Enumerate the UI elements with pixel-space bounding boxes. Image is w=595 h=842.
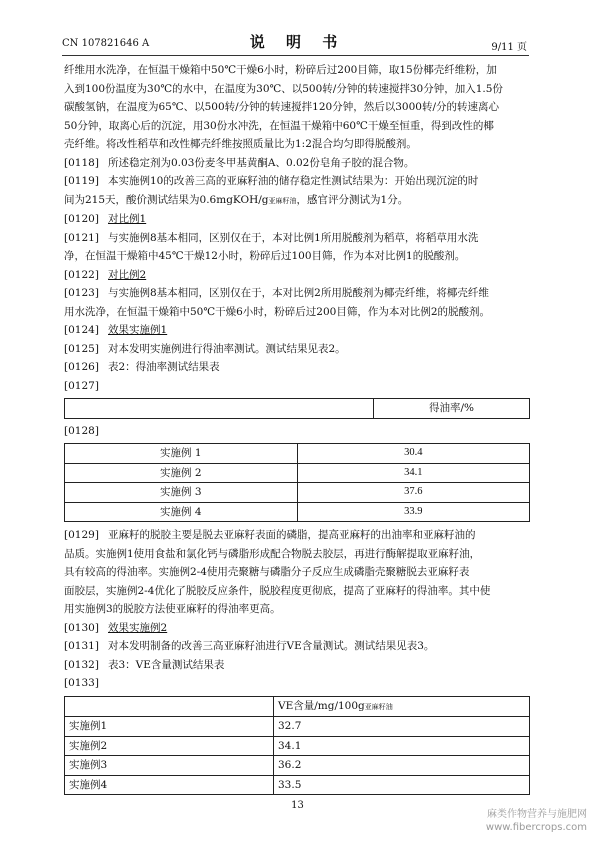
paragraph-text: 所述稳定剂为0.03份麦冬甲基黄酮A、0.02份皂角子胶的混合物。 — [108, 156, 415, 169]
paragraph-0118 — [64, 154, 530, 173]
paragraph-0133 — [64, 674, 530, 693]
subscript-label: 亚麻籽油 — [364, 702, 393, 711]
row-label: 实施例 1 — [65, 444, 298, 464]
paragraph-0129 — [64, 526, 530, 545]
paragraph-number: [0123] — [64, 287, 99, 299]
row-value: 32.7 — [274, 717, 530, 737]
table-cell-empty — [65, 696, 274, 717]
continued-text-line: 50分钟，取离心后的沉淀，用30份水冲洗，在恒温干燥箱中60℃干燥至恒重，得到改性的椰 — [64, 119, 494, 132]
table-header-cell: 得油率/% — [374, 399, 530, 419]
section-heading: 对比例2 — [108, 268, 147, 281]
row-value: 33.5 — [274, 775, 530, 795]
paragraph-number: [0120] — [64, 213, 99, 225]
section-heading: 效果实施例2 — [108, 621, 168, 634]
table-header-cell — [274, 696, 530, 717]
watermark-line: 麻类作物营养与施肥网 — [487, 809, 587, 820]
table-caption: 表3：VE含量测试结果表 — [108, 658, 225, 671]
row-label: 实施例3 — [65, 756, 274, 776]
paragraph-text-continued: 用水洗净，在恒温干燥箱中50℃干燥6小时，粉碎后过200目筛，作为本对比例2的脱酸剂。 — [64, 305, 491, 318]
paragraph-text-continued: 具有较高的得油率。实施例2-4使用壳聚糖与磷脂分子反应生成磷脂壳聚糖脱去亚麻籽表 — [64, 566, 470, 578]
row-value: 34.1 — [297, 463, 530, 483]
page-indicator: 9/11 页 — [491, 42, 527, 53]
paragraph-0119 — [64, 172, 530, 191]
watermark-url: www.fibercrops.com — [485, 822, 587, 833]
document-body — [64, 61, 530, 795]
paragraph-number: [0127] — [64, 379, 99, 392]
row-value: 33.9 — [297, 502, 530, 522]
paragraph-number: [0118] — [64, 156, 99, 169]
paragraph-number: [0124] — [64, 324, 99, 336]
paragraph-0128 — [64, 422, 530, 441]
header-rule — [62, 55, 529, 56]
table-row — [65, 736, 530, 756]
paragraph-0120 — [64, 210, 530, 229]
paragraph-0132 — [64, 656, 530, 675]
row-label: 实施例 3 — [65, 483, 298, 503]
table-row — [65, 756, 530, 776]
page-number: 13 — [291, 800, 304, 811]
paragraph-0121 — [64, 229, 530, 248]
continued-text-line: 入到100份温度为30℃的水中，在温度为30℃、以500转/分钟的转速搅拌30分钟，加入1.5份 — [64, 82, 503, 95]
header-text: VE含量/mg/100g — [278, 699, 365, 712]
paragraph-number: [0119] — [64, 175, 99, 187]
paragraph-0122 — [64, 266, 530, 285]
paragraph-number: [0129] — [64, 529, 99, 541]
table-oil-yield — [64, 443, 530, 522]
paragraph-0124 — [64, 321, 530, 340]
paragraph-text: 对本发明制备的改善三高亚麻籽油进行VE含量测试。测试结果见表3。 — [108, 640, 435, 652]
table-caption: 表2：得油率测试结果表 — [108, 361, 220, 373]
paragraph-number: [0133] — [64, 677, 99, 689]
table-ve-content — [64, 696, 530, 796]
paragraph-number: [0130] — [64, 621, 99, 634]
row-label: 实施例4 — [65, 775, 274, 795]
row-label: 实施例 4 — [65, 502, 298, 522]
paragraph-number: [0122] — [64, 268, 99, 281]
section-heading: 对比例1 — [108, 213, 147, 225]
table-row — [65, 775, 530, 795]
table-row — [65, 483, 530, 503]
table-row — [65, 502, 530, 522]
paragraph-0126 — [64, 358, 530, 377]
paragraph-text-continued: 净，在恒温干燥箱中45℃干燥12小时，粉碎后过100目筛，作为本对比例1的脱酸剂。 — [64, 250, 466, 262]
row-value: 30.4 — [297, 444, 530, 464]
paragraph-text-continued — [64, 191, 530, 211]
paragraph-text-continued: 品质。实施例1使用食盐和氯化钙与磷脂形成配合物脱去胶层，再进行酶解提取亚麻籽油， — [64, 547, 481, 560]
table-row — [65, 444, 530, 464]
table-row — [65, 696, 530, 717]
text-segment: 间为215天，酸价测试结果为0.6mgKOH/g — [64, 193, 269, 206]
row-value: 37.6 — [297, 483, 530, 503]
continued-text-line: 碳酸氢钠，在温度为65℃、以500转/分钟的转速搅拌120分钟，然后以3000转/分的转速离心 — [64, 101, 499, 113]
text-segment: ，感官评分测试为1分。 — [296, 193, 409, 206]
continued-text-line: 壳纤维。将改性稻草和改性椰壳纤维按照质量比为1:2混合均匀即得脱酸剂。 — [64, 138, 417, 150]
row-value: 36.2 — [274, 756, 530, 776]
table-row — [65, 463, 530, 483]
row-value: 34.1 — [274, 736, 530, 756]
paragraph-number: [0131] — [64, 640, 99, 652]
document-id: CN 107821646 A — [62, 38, 150, 49]
paragraph-number: [0125] — [64, 342, 99, 355]
watermark — [486, 808, 587, 834]
paragraph-text-continued: 用实施例3的脱胶方法使亚麻籽的得油率更高。 — [64, 603, 281, 615]
continued-text-line: 纤维用水洗净，在恒温干燥箱中50℃干燥6小时，粉碎后过200目筛，取15份椰壳纤维粉，加 — [64, 64, 497, 76]
section-heading: 效果实施例1 — [108, 324, 168, 336]
paragraph-number: [0126] — [64, 361, 99, 373]
page-title: 说 明 书 — [249, 33, 346, 51]
paragraph-text: 与实施例8基本相同，区别仅在于，本对比例1所用脱酸剂为稻草，将稻草用水洗 — [108, 231, 479, 244]
subscript-label: 亚麻籽油 — [268, 196, 297, 205]
table-cell-empty — [65, 399, 374, 419]
paragraph-text: 本实施例10的改善三高的亚麻籽油的储存稳定性测试结果为：开始出现沉淀的时 — [108, 175, 479, 187]
paragraph-text: 与实施例8基本相同，区别仅在于，本对比例2所用脱酸剂为椰壳纤维，将椰壳纤维 — [108, 287, 489, 299]
paragraph-0125 — [64, 340, 530, 359]
table-row — [65, 717, 530, 737]
paragraph-text: 亚麻籽的脱胶主要是脱去亚麻籽表面的磷脂，提高亚麻籽的出油率和亚麻籽油的 — [108, 529, 476, 541]
paragraph-0131 — [64, 637, 530, 656]
row-label: 实施例1 — [65, 717, 274, 737]
table-header-oil-yield — [64, 398, 530, 419]
paragraph-number: [0132] — [64, 658, 99, 671]
row-label: 实施例2 — [65, 736, 274, 756]
row-label: 实施例 2 — [65, 463, 298, 483]
paragraph-text: 对本发明实施例进行得油率测试。测试结果见表2。 — [108, 342, 346, 355]
paragraph-0130 — [64, 619, 530, 638]
paragraph-0127 — [64, 377, 530, 396]
paragraph-0123 — [64, 284, 530, 303]
paragraph-number: [0121] — [64, 231, 99, 244]
table-row — [65, 399, 530, 419]
paragraph-number: [0128] — [64, 424, 99, 437]
paragraph-text-continued: 面胶层，实施例2-4优化了脱胶反应条件，脱胶程度更彻底，提高了亚麻籽的得油率。其中使 — [64, 584, 491, 597]
